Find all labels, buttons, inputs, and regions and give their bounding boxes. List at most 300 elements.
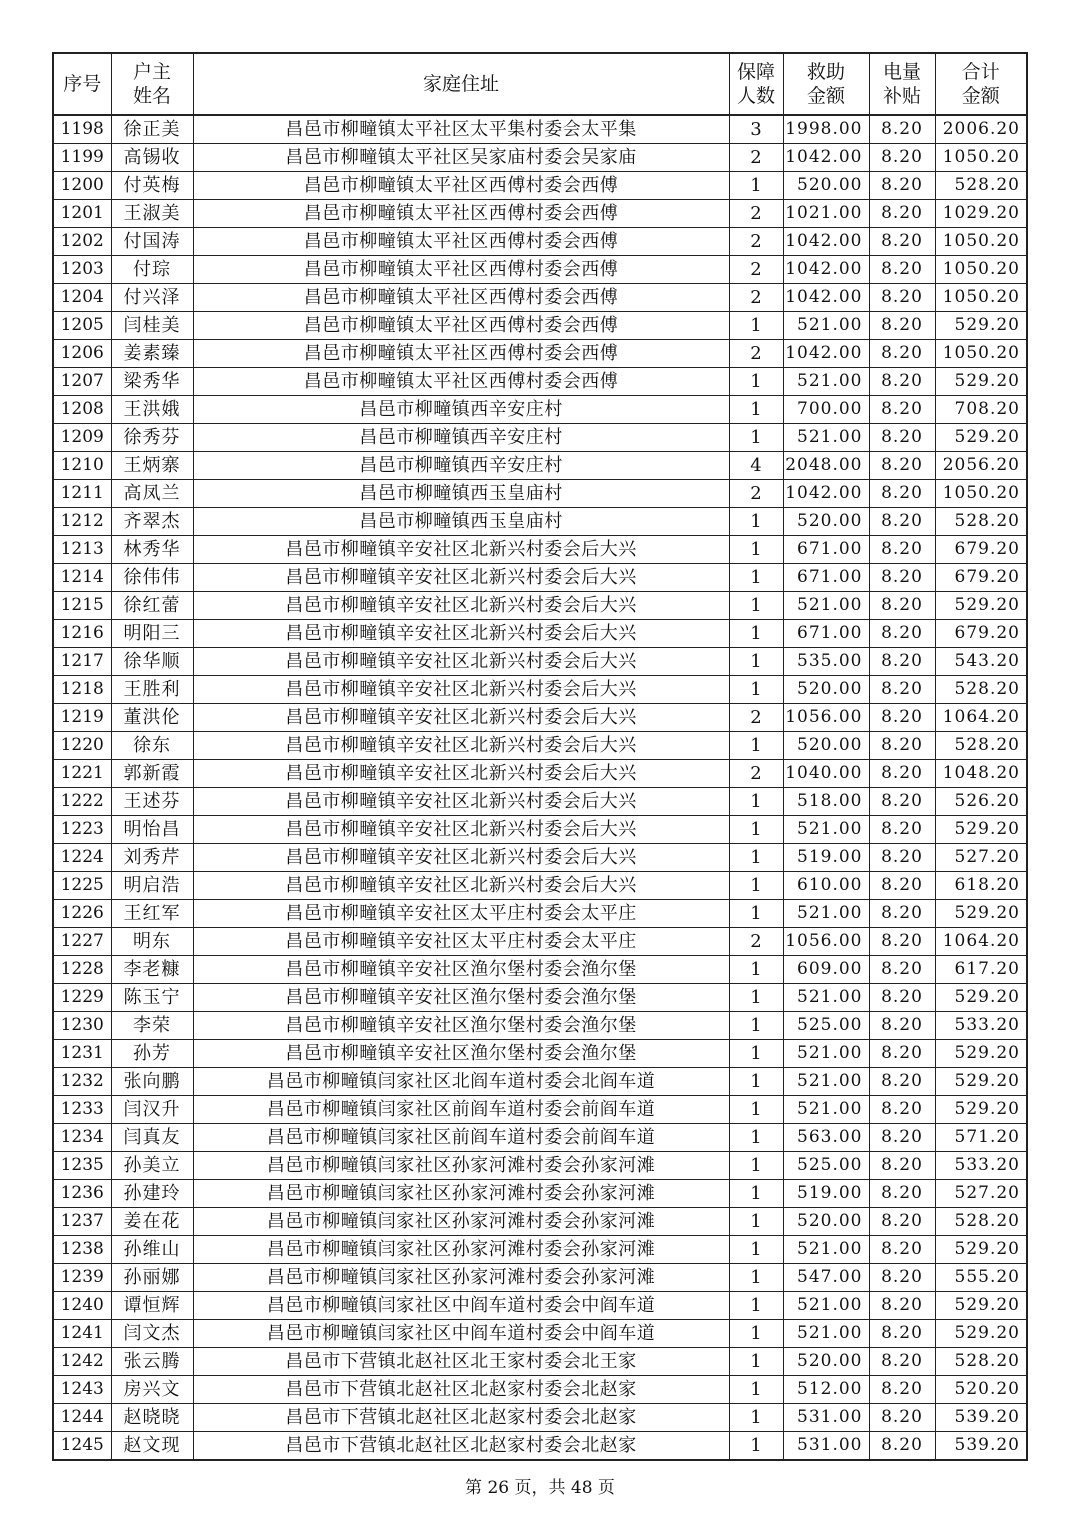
table-row <box>53 1404 1027 1432</box>
household-name: 孙丽娜 <box>111 1264 193 1292</box>
row-number: 1224 <box>53 844 111 872</box>
total-amount: 529.20 <box>935 816 1027 844</box>
covered-persons: 2 <box>729 284 783 312</box>
table-header <box>53 53 1027 115</box>
row-number: 1215 <box>53 592 111 620</box>
covered-persons: 2 <box>729 340 783 368</box>
table-row <box>53 200 1027 228</box>
household-name: 姜素臻 <box>111 340 193 368</box>
power-subsidy: 8.20 <box>869 648 935 676</box>
household-address: 昌邑市下营镇北赵社区北赵家村委会北赵家 <box>193 1404 729 1432</box>
covered-persons: 1 <box>729 1068 783 1096</box>
covered-persons: 2 <box>729 228 783 256</box>
covered-persons: 3 <box>729 115 783 144</box>
row-number: 1214 <box>53 564 111 592</box>
table-row <box>53 1012 1027 1040</box>
table-row <box>53 732 1027 760</box>
power-subsidy: 8.20 <box>869 256 935 284</box>
table-row <box>53 508 1027 536</box>
household-address: 昌邑市柳疃镇西辛安庄村 <box>193 396 729 424</box>
household-address: 昌邑市柳疃镇辛安社区北新兴村委会后大兴 <box>193 732 729 760</box>
aid-amount: 531.00 <box>783 1432 869 1461</box>
household-name: 张云腾 <box>111 1348 193 1376</box>
covered-persons: 1 <box>729 1152 783 1180</box>
covered-persons: 1 <box>729 1096 783 1124</box>
table-row <box>53 1096 1027 1124</box>
row-number: 1230 <box>53 1012 111 1040</box>
aid-amount: 521.00 <box>783 368 869 396</box>
table-row <box>53 536 1027 564</box>
household-name: 付国涛 <box>111 228 193 256</box>
power-subsidy: 8.20 <box>869 760 935 788</box>
table-row <box>53 1348 1027 1376</box>
power-subsidy: 8.20 <box>869 452 935 480</box>
household-address: 昌邑市柳疃镇辛安社区北新兴村委会后大兴 <box>193 760 729 788</box>
total-amount: 529.20 <box>935 424 1027 452</box>
aid-amount: 521.00 <box>783 900 869 928</box>
household-name: 姜在花 <box>111 1208 193 1236</box>
row-number: 1237 <box>53 1208 111 1236</box>
document-page <box>52 52 1026 1461</box>
header-total-line2: 金额 <box>961 85 1000 107</box>
table-row <box>53 1320 1027 1348</box>
power-subsidy: 8.20 <box>869 900 935 928</box>
table-row <box>53 256 1027 284</box>
household-name: 闫文杰 <box>111 1320 193 1348</box>
row-number: 1199 <box>53 144 111 172</box>
table-row <box>53 1152 1027 1180</box>
power-subsidy: 8.20 <box>869 1096 935 1124</box>
table-row <box>53 368 1027 396</box>
aid-amount: 1040.00 <box>783 760 869 788</box>
household-name: 王胜利 <box>111 676 193 704</box>
household-address: 昌邑市柳疃镇辛安社区北新兴村委会后大兴 <box>193 592 729 620</box>
header-aid <box>783 53 869 115</box>
aid-amount: 521.00 <box>783 1320 869 1348</box>
covered-persons: 1 <box>729 508 783 536</box>
covered-persons: 1 <box>729 984 783 1012</box>
household-address: 昌邑市柳疃镇辛安社区太平庄村委会太平庄 <box>193 928 729 956</box>
row-number: 1233 <box>53 1096 111 1124</box>
power-subsidy: 8.20 <box>869 1264 935 1292</box>
household-name: 郭新霞 <box>111 760 193 788</box>
household-name: 付兴泽 <box>111 284 193 312</box>
row-number: 1211 <box>53 480 111 508</box>
household-address: 昌邑市柳疃镇太平社区吴家庙村委会吴家庙 <box>193 144 729 172</box>
total-amount: 1050.20 <box>935 480 1027 508</box>
aid-amount: 520.00 <box>783 676 869 704</box>
household-address: 昌邑市柳疃镇闫家社区孙家河滩村委会孙家河滩 <box>193 1208 729 1236</box>
total-amount: 529.20 <box>935 1320 1027 1348</box>
aid-amount: 671.00 <box>783 536 869 564</box>
row-number: 1226 <box>53 900 111 928</box>
aid-amount: 1042.00 <box>783 228 869 256</box>
household-address: 昌邑市柳疃镇闫家社区中阎车道村委会中阎车道 <box>193 1320 729 1348</box>
household-address: 昌邑市下营镇北赵社区北王家村委会北王家 <box>193 1348 729 1376</box>
table-row <box>53 1432 1027 1461</box>
aid-amount: 1042.00 <box>783 340 869 368</box>
covered-persons: 1 <box>729 1432 783 1461</box>
power-subsidy: 8.20 <box>869 872 935 900</box>
header-name-line1: 户主 <box>132 61 171 83</box>
aid-amount: 1042.00 <box>783 144 869 172</box>
aid-amount: 521.00 <box>783 816 869 844</box>
household-name: 王炳寨 <box>111 452 193 480</box>
row-number: 1202 <box>53 228 111 256</box>
household-name: 梁秀华 <box>111 368 193 396</box>
household-name: 明启浩 <box>111 872 193 900</box>
total-amount: 679.20 <box>935 536 1027 564</box>
row-number: 1216 <box>53 620 111 648</box>
covered-persons: 1 <box>729 816 783 844</box>
power-subsidy: 8.20 <box>869 284 935 312</box>
header-aid-line2: 金额 <box>806 85 845 107</box>
total-amount: 2006.20 <box>935 115 1027 144</box>
aid-amount: 521.00 <box>783 1236 869 1264</box>
total-amount: 527.20 <box>935 1180 1027 1208</box>
household-address: 昌邑市下营镇北赵社区北赵家村委会北赵家 <box>193 1432 729 1461</box>
power-subsidy: 8.20 <box>869 1124 935 1152</box>
covered-persons: 1 <box>729 1124 783 1152</box>
aid-amount: 671.00 <box>783 620 869 648</box>
aid-amount: 521.00 <box>783 984 869 1012</box>
household-name: 高凤兰 <box>111 480 193 508</box>
header-total <box>935 53 1027 115</box>
covered-persons: 1 <box>729 1404 783 1432</box>
power-subsidy: 8.20 <box>869 480 935 508</box>
covered-persons: 1 <box>729 396 783 424</box>
household-address: 昌邑市柳疃镇西玉皇庙村 <box>193 480 729 508</box>
household-address: 昌邑市柳疃镇闫家社区孙家河滩村委会孙家河滩 <box>193 1180 729 1208</box>
row-number: 1245 <box>53 1432 111 1461</box>
power-subsidy: 8.20 <box>869 620 935 648</box>
table-row <box>53 760 1027 788</box>
header-persons-line2: 人数 <box>736 85 775 107</box>
table-body <box>53 115 1027 1460</box>
power-subsidy: 8.20 <box>869 1040 935 1068</box>
power-subsidy: 8.20 <box>869 564 935 592</box>
household-address: 昌邑市柳疃镇太平社区西傅村委会西傅 <box>193 228 729 256</box>
aid-amount: 521.00 <box>783 1068 869 1096</box>
table-row <box>53 1180 1027 1208</box>
aid-amount: 525.00 <box>783 1152 869 1180</box>
covered-persons: 1 <box>729 1040 783 1068</box>
table-row <box>53 172 1027 200</box>
total-amount: 1048.20 <box>935 760 1027 788</box>
household-name: 明阳三 <box>111 620 193 648</box>
household-name: 徐秀芬 <box>111 424 193 452</box>
covered-persons: 1 <box>729 536 783 564</box>
aid-amount: 520.00 <box>783 508 869 536</box>
household-name: 齐翠杰 <box>111 508 193 536</box>
household-address: 昌邑市柳疃镇辛安社区北新兴村委会后大兴 <box>193 648 729 676</box>
household-name: 徐红蕾 <box>111 592 193 620</box>
total-amount: 539.20 <box>935 1432 1027 1461</box>
row-number: 1231 <box>53 1040 111 1068</box>
total-amount: 526.20 <box>935 788 1027 816</box>
table-row <box>53 228 1027 256</box>
aid-amount: 519.00 <box>783 844 869 872</box>
table-row <box>53 648 1027 676</box>
total-amount: 529.20 <box>935 312 1027 340</box>
aid-amount: 609.00 <box>783 956 869 984</box>
power-subsidy: 8.20 <box>869 676 935 704</box>
household-name: 孙芳 <box>111 1040 193 1068</box>
household-name: 房兴文 <box>111 1376 193 1404</box>
household-address: 昌邑市柳疃镇太平社区西傅村委会西傅 <box>193 256 729 284</box>
total-amount: 2056.20 <box>935 452 1027 480</box>
total-amount: 679.20 <box>935 620 1027 648</box>
row-number: 1239 <box>53 1264 111 1292</box>
aid-amount: 1998.00 <box>783 115 869 144</box>
row-number: 1217 <box>53 648 111 676</box>
aid-amount: 520.00 <box>783 1348 869 1376</box>
table-row <box>53 872 1027 900</box>
aid-amount: 520.00 <box>783 1208 869 1236</box>
covered-persons: 4 <box>729 452 783 480</box>
household-name: 李荣 <box>111 1012 193 1040</box>
table-row <box>53 115 1027 144</box>
household-address: 昌邑市柳疃镇辛安社区北新兴村委会后大兴 <box>193 872 729 900</box>
total-amount: 679.20 <box>935 564 1027 592</box>
power-subsidy: 8.20 <box>869 704 935 732</box>
power-subsidy: 8.20 <box>869 956 935 984</box>
total-amount: 533.20 <box>935 1012 1027 1040</box>
header-address: 家庭住址 <box>193 53 729 115</box>
total-amount: 527.20 <box>935 844 1027 872</box>
total-amount: 1029.20 <box>935 200 1027 228</box>
household-name: 刘秀芹 <box>111 844 193 872</box>
covered-persons: 2 <box>729 480 783 508</box>
household-address: 昌邑市柳疃镇西辛安庄村 <box>193 452 729 480</box>
covered-persons: 1 <box>729 424 783 452</box>
household-address: 昌邑市柳疃镇辛安社区渔尔堡村委会渔尔堡 <box>193 984 729 1012</box>
household-name: 徐正美 <box>111 115 193 144</box>
aid-amount: 521.00 <box>783 312 869 340</box>
table-row <box>53 1124 1027 1152</box>
total-amount: 1050.20 <box>935 340 1027 368</box>
covered-persons: 1 <box>729 368 783 396</box>
power-subsidy: 8.20 <box>869 508 935 536</box>
power-subsidy: 8.20 <box>869 1236 935 1264</box>
household-name: 李老糠 <box>111 956 193 984</box>
power-subsidy: 8.20 <box>869 312 935 340</box>
household-address: 昌邑市柳疃镇闫家社区前阎车道村委会前阎车道 <box>193 1124 729 1152</box>
covered-persons: 2 <box>729 704 783 732</box>
household-name: 明东 <box>111 928 193 956</box>
total-amount: 528.20 <box>935 732 1027 760</box>
power-subsidy: 8.20 <box>869 1404 935 1432</box>
covered-persons: 2 <box>729 200 783 228</box>
aid-amount: 521.00 <box>783 424 869 452</box>
table-row <box>53 1068 1027 1096</box>
covered-persons: 1 <box>729 844 783 872</box>
covered-persons: 2 <box>729 144 783 172</box>
power-subsidy: 8.20 <box>869 1292 935 1320</box>
table-row <box>53 676 1027 704</box>
household-name: 付琮 <box>111 256 193 284</box>
household-address: 昌邑市柳疃镇西玉皇庙村 <box>193 508 729 536</box>
aid-amount: 1021.00 <box>783 200 869 228</box>
household-address: 昌邑市柳疃镇辛安社区北新兴村委会后大兴 <box>193 676 729 704</box>
total-amount: 708.20 <box>935 396 1027 424</box>
row-number: 1206 <box>53 340 111 368</box>
household-name: 徐东 <box>111 732 193 760</box>
table-row <box>53 1208 1027 1236</box>
total-amount: 529.20 <box>935 984 1027 1012</box>
table-row <box>53 704 1027 732</box>
total-amount: 571.20 <box>935 1124 1027 1152</box>
household-address: 昌邑市柳疃镇闫家社区孙家河滩村委会孙家河滩 <box>193 1152 729 1180</box>
covered-persons: 1 <box>729 1264 783 1292</box>
covered-persons: 1 <box>729 872 783 900</box>
aid-amount: 512.00 <box>783 1376 869 1404</box>
household-name: 孙美立 <box>111 1152 193 1180</box>
covered-persons: 1 <box>729 1320 783 1348</box>
covered-persons: 1 <box>729 312 783 340</box>
table-row <box>53 844 1027 872</box>
power-subsidy: 8.20 <box>869 592 935 620</box>
aid-amount: 520.00 <box>783 732 869 760</box>
row-number: 1234 <box>53 1124 111 1152</box>
table-row <box>53 1292 1027 1320</box>
table-row <box>53 424 1027 452</box>
aid-amount: 535.00 <box>783 648 869 676</box>
power-subsidy: 8.20 <box>869 228 935 256</box>
total-amount: 539.20 <box>935 1404 1027 1432</box>
total-amount: 529.20 <box>935 1292 1027 1320</box>
covered-persons: 1 <box>729 1208 783 1236</box>
covered-persons: 1 <box>729 172 783 200</box>
table-row <box>53 1236 1027 1264</box>
table-row <box>53 312 1027 340</box>
household-name: 王红军 <box>111 900 193 928</box>
row-number: 1221 <box>53 760 111 788</box>
table-row <box>53 620 1027 648</box>
aid-amount: 525.00 <box>783 1012 869 1040</box>
row-number: 1219 <box>53 704 111 732</box>
table-row <box>53 788 1027 816</box>
row-number: 1201 <box>53 200 111 228</box>
total-amount: 555.20 <box>935 1264 1027 1292</box>
row-number: 1235 <box>53 1152 111 1180</box>
header-power-line1: 电量 <box>882 61 921 83</box>
total-amount: 529.20 <box>935 592 1027 620</box>
household-address: 昌邑市柳疃镇闫家社区孙家河滩村委会孙家河滩 <box>193 1236 729 1264</box>
header-name-line2: 姓名 <box>132 85 171 107</box>
table-row <box>53 1376 1027 1404</box>
household-address: 昌邑市柳疃镇辛安社区渔尔堡村委会渔尔堡 <box>193 1040 729 1068</box>
aid-amount: 521.00 <box>783 1096 869 1124</box>
table-row <box>53 928 1027 956</box>
household-name: 王述芬 <box>111 788 193 816</box>
household-address: 昌邑市柳疃镇辛安社区北新兴村委会后大兴 <box>193 536 729 564</box>
row-number: 1209 <box>53 424 111 452</box>
household-name: 孙维山 <box>111 1236 193 1264</box>
total-amount: 529.20 <box>935 1096 1027 1124</box>
power-subsidy: 8.20 <box>869 984 935 1012</box>
household-address: 昌邑市柳疃镇辛安社区北新兴村委会后大兴 <box>193 816 729 844</box>
total-amount: 528.20 <box>935 1208 1027 1236</box>
power-subsidy: 8.20 <box>869 1432 935 1461</box>
row-number: 1205 <box>53 312 111 340</box>
covered-persons: 1 <box>729 1180 783 1208</box>
aid-amount: 521.00 <box>783 1292 869 1320</box>
row-number: 1212 <box>53 508 111 536</box>
total-amount: 1064.20 <box>935 928 1027 956</box>
covered-persons: 1 <box>729 732 783 760</box>
power-subsidy: 8.20 <box>869 1180 935 1208</box>
table-row <box>53 284 1027 312</box>
header-power-line2: 补贴 <box>882 85 921 107</box>
total-amount: 529.20 <box>935 368 1027 396</box>
covered-persons: 1 <box>729 620 783 648</box>
table-row <box>53 480 1027 508</box>
covered-persons: 1 <box>729 592 783 620</box>
row-number: 1208 <box>53 396 111 424</box>
aid-amount: 520.00 <box>783 172 869 200</box>
aid-amount: 547.00 <box>783 1264 869 1292</box>
total-amount: 528.20 <box>935 676 1027 704</box>
table-row <box>53 396 1027 424</box>
household-name: 林秀华 <box>111 536 193 564</box>
total-amount: 528.20 <box>935 508 1027 536</box>
covered-persons: 1 <box>729 900 783 928</box>
household-name: 董洪伦 <box>111 704 193 732</box>
household-name: 高锡收 <box>111 144 193 172</box>
power-subsidy: 8.20 <box>869 424 935 452</box>
household-address: 昌邑市柳疃镇太平社区西傅村委会西傅 <box>193 284 729 312</box>
power-subsidy: 8.20 <box>869 115 935 144</box>
household-address: 昌邑市柳疃镇西辛安庄村 <box>193 424 729 452</box>
row-number: 1222 <box>53 788 111 816</box>
power-subsidy: 8.20 <box>869 732 935 760</box>
household-name: 张向鹏 <box>111 1068 193 1096</box>
total-amount: 528.20 <box>935 1348 1027 1376</box>
covered-persons: 1 <box>729 788 783 816</box>
row-number: 1244 <box>53 1404 111 1432</box>
covered-persons: 1 <box>729 564 783 592</box>
aid-amount: 563.00 <box>783 1124 869 1152</box>
power-subsidy: 8.20 <box>869 1152 935 1180</box>
header-total-line1: 合计 <box>961 61 1000 83</box>
household-address: 昌邑市柳疃镇闫家社区前阎车道村委会前阎车道 <box>193 1096 729 1124</box>
row-number: 1203 <box>53 256 111 284</box>
household-address: 昌邑市柳疃镇太平社区西傅村委会西傅 <box>193 368 729 396</box>
power-subsidy: 8.20 <box>869 1068 935 1096</box>
row-number: 1238 <box>53 1236 111 1264</box>
header-power <box>869 53 935 115</box>
household-name: 陈玉宁 <box>111 984 193 1012</box>
relief-table <box>52 52 1028 1461</box>
household-address: 昌邑市柳疃镇辛安社区北新兴村委会后大兴 <box>193 788 729 816</box>
household-name: 孙建玲 <box>111 1180 193 1208</box>
household-address: 昌邑市柳疃镇辛安社区北新兴村委会后大兴 <box>193 620 729 648</box>
power-subsidy: 8.20 <box>869 1208 935 1236</box>
table-row <box>53 452 1027 480</box>
household-address: 昌邑市柳疃镇太平社区西傅村委会西傅 <box>193 172 729 200</box>
household-name: 谭恒辉 <box>111 1292 193 1320</box>
header-persons <box>729 53 783 115</box>
household-name: 闫汉升 <box>111 1096 193 1124</box>
power-subsidy: 8.20 <box>869 144 935 172</box>
row-number: 1228 <box>53 956 111 984</box>
total-amount: 617.20 <box>935 956 1027 984</box>
total-amount: 529.20 <box>935 1040 1027 1068</box>
row-number: 1200 <box>53 172 111 200</box>
total-amount: 529.20 <box>935 900 1027 928</box>
household-name: 明怡昌 <box>111 816 193 844</box>
